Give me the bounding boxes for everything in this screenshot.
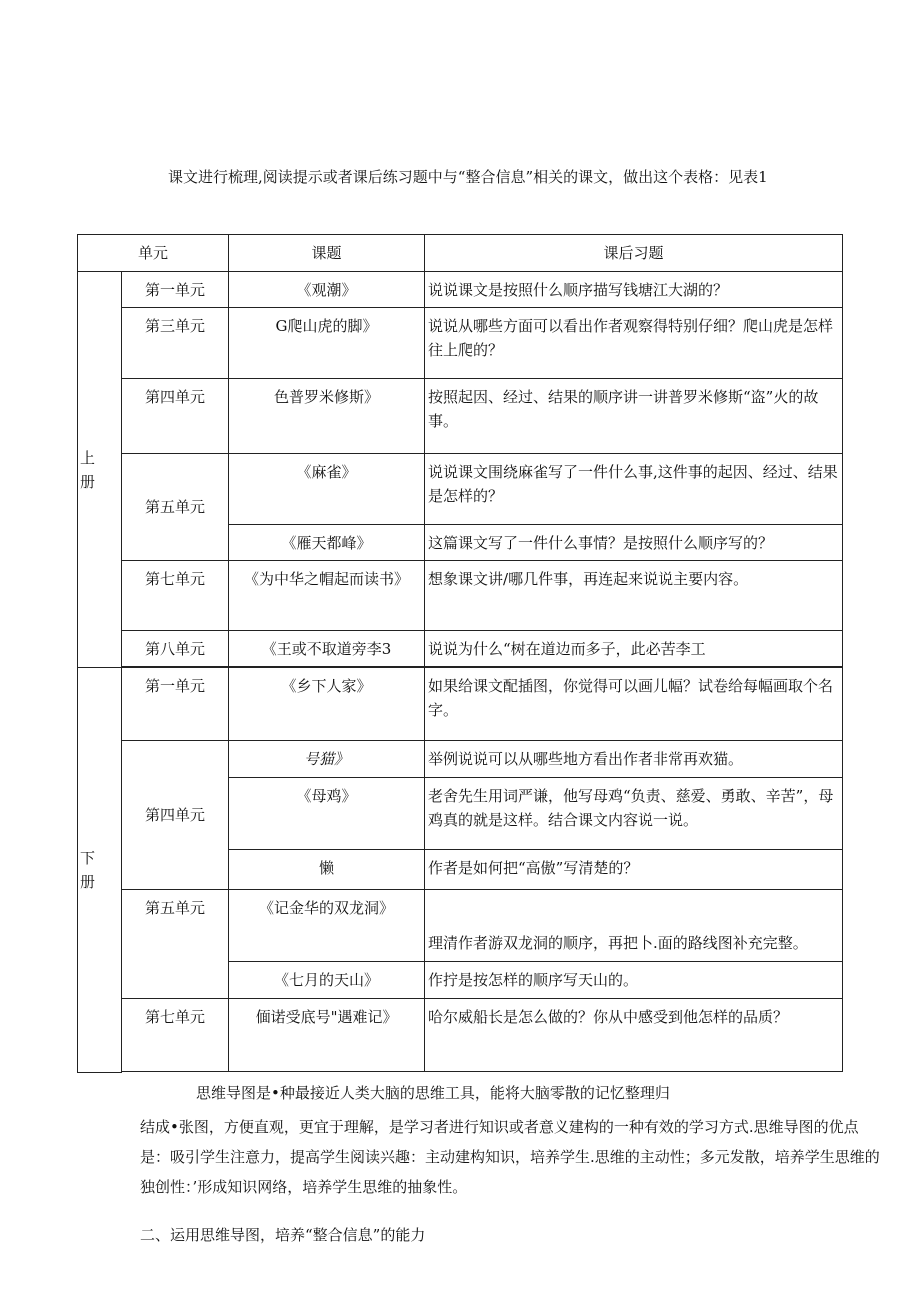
exercise-cell: 作者是如何把“高傲”写清楚的？ [425,850,843,890]
title-cell: 《七月的天山》 [229,962,425,999]
exercise-cell: 老舍先生用词严谦，他写母鸡“负责、慈爱、勇敢、辛苦”，母鸡真的就是这样。结合课文内容说一说。 [425,778,843,850]
exercise-cell: 想象课文讲/哪几件事，再连起来说说主要内容。 [425,561,843,631]
exercise-cell: 作拧是按怎样的顺序写天山的。 [425,962,843,999]
exercise-cell: 说说为什么“树在道边而多子，此必苦李工 [425,631,843,667]
paragraph-line-1: 思维导图是•种最接近人类大脑的思维工具，能将大脑零散的记忆整理归 [196,1084,670,1102]
table-header-row [78,235,843,272]
exercise-cell: 理清作者游双龙洞的顺序，再把卜.面的路线图补充完整。 [425,890,843,962]
table-row [78,308,843,379]
unit-cell: 第四单元 [122,741,229,890]
exercise-cell: 按照起因、经过、结果的顺序讲一讲普罗米修斯“盗”火的故事。 [425,379,843,454]
table-row [78,272,843,308]
exercise-cell: 如果给课文配插图，你觉得可以画儿幅？试卷给每幅画取个名字。 [425,668,843,741]
unit-cell: 第七单元 [122,561,229,631]
unit-cell: 第一单元 [122,272,229,308]
title-cell: G爬山虎的脚》 [229,308,425,379]
exercise-table [77,234,843,1073]
volume-lower-char-2: 册 [80,872,96,891]
unit-cell: 第五单元 [122,454,229,561]
table-row [78,668,843,741]
table-row [78,741,843,778]
unit-cell: 第三单元 [122,308,229,379]
exercise-cell: 这篇课文写了一件什么事情？是按照什么顺序写的？ [425,525,843,561]
title-cell: 《为中华之帽起而读书》 [229,561,425,631]
title-cell: 《王或不取道旁李3 [229,631,425,667]
title-cell: 《记金华的双龙洞》 [229,890,425,962]
section-heading: 二、运用思维导图，培养“整合信息”的能力 [140,1226,426,1244]
unit-cell: 第一单元 [122,668,229,741]
volume-upper-char-2: 册 [80,472,96,491]
volume-upper [78,272,122,668]
exercise-cell: 说说课文是按照什么顺序描写钱塘江大湖的？ [425,272,843,308]
table-row [78,379,843,454]
table-row [78,561,843,631]
title-cell: 偭诺受底号"遇难记》 [229,999,425,1072]
volume-lower-char-1: 下 [80,848,96,867]
exercise-cell: 举例说说可以从哪些地方看出作者非常再欢猫。 [425,741,843,778]
table-row [78,454,843,525]
paragraph-body: 结成•张图，方便直观，更宜于理解，是学习者进行知识或者意义建构的一种有效的学习方式.思维导图的优点是：吸引学生注意力，提高学生阅读兴趣：主动建构知识，培养学生.思维的主动性；多元发散，培养学生思维的独创性：’形成知识网络，培养学生思维的抽象性。 [140,1118,880,1196]
exercise-cell: 说说课文围绕麻雀写了一件什么事,这件事的起因、经过、结果是怎样的？ [425,454,843,525]
table-row [78,999,843,1072]
unit-cell: 第四单元 [122,379,229,454]
volume-lower [78,668,122,1073]
title-cell: 《乡下人家》 [229,668,425,741]
intro-text: 课文进行梳理,阅读提示或者课后练习题中与“整合信息”相关的课文，做出这个表格：见表1 [168,168,768,186]
title-cell: 懒 [229,850,425,890]
unit-cell: 第五单元 [122,890,229,999]
volume-upper-char-1: 上 [80,448,96,467]
exercise-cell: 说说从哪些方面可以看出作者观察得特别仔细？爬山虎是怎样往上爬的？ [425,308,843,379]
header-exercise: 课后习题 [425,235,843,272]
unit-cell: 第八单元 [122,631,229,667]
title-cell: 《观潮》 [229,272,425,308]
table-row [78,890,843,962]
title-cell: 《麻雀》 [229,454,425,525]
title-cell: 《雁天都峰》 [229,525,425,561]
header-title: 课题 [229,235,425,272]
title-cell: 色普罗米修斯》 [229,379,425,454]
table-row [78,631,843,667]
exercise-cell: 哈尔威船长是怎么做的？你从中感受到他怎样的品质？ [425,999,843,1072]
title-cell: 《母鸡》 [229,778,425,850]
unit-cell: 第七单元 [122,999,229,1072]
header-unit: 单元 [78,235,229,272]
title-cell: 号猫》 [229,741,425,778]
